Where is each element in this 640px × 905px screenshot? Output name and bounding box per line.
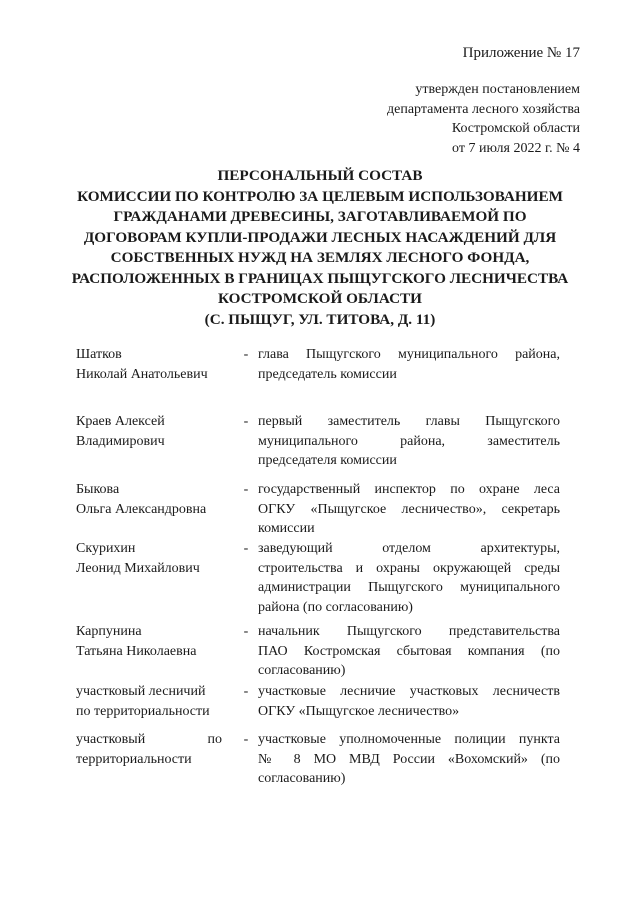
approval-line: департамента лесного хозяйства — [387, 101, 580, 117]
member-separator: - — [243, 347, 249, 362]
member-role: участковые лесничие участковых лесничеств ОГКУ «Пыщугское лесничество» — [258, 684, 560, 719]
member-role: участковые уполномоченные полиции пункта № 8 МО МВД России «Вохомский» (по согласованию) — [258, 732, 560, 786]
member-row — [76, 682, 560, 730]
member-role: государственный инспектор по охране леса ОГКУ «Пыщугское лесничество», секретарь комиссии — [258, 482, 560, 536]
title-line: КОМИССИИ ПО КОНТРОЛЮ ЗА ЦЕЛЕВЫМ ИСПОЛЬЗОВАНИЕМ — [77, 187, 563, 205]
member-row — [76, 480, 560, 539]
member-row — [76, 539, 560, 622]
member-name: участковый по территориальности — [76, 732, 222, 767]
member-name: участковый лесничий по территориальности — [76, 684, 210, 719]
member-role: начальник Пыщугского представительства ПАО Костромская сбытовая компания (по согласованию) — [258, 624, 560, 678]
member-separator: - — [243, 414, 249, 429]
document-title — [60, 166, 580, 330]
member-row — [76, 412, 560, 480]
title-line: ГРАЖДАНАМИ ДРЕВЕСИНЫ, ЗАГОТАВЛИВАЕМОЙ ПО — [113, 208, 527, 225]
member-separator: - — [243, 541, 249, 556]
approval-line: Костромской области — [451, 121, 580, 136]
approval-line: утвержден постановлением — [415, 82, 580, 97]
member-role: глава Пыщугского муниципального района, председатель комиссии — [258, 347, 560, 382]
member-role: первый заместитель главы Пыщугского муниципального района, заместитель председателя комиссии — [258, 414, 560, 468]
member-name: Краев Алексей Владимирович — [76, 414, 165, 449]
member-separator: - — [243, 732, 249, 747]
title-line: ДОГОВОРАМ КУПЛИ-ПРОДАЖИ ЛЕСНЫХ НАСАЖДЕНИЙ ДЛЯ — [83, 228, 557, 246]
member-name: Быкова Ольга Александровна — [76, 482, 207, 517]
approval-block — [387, 80, 580, 158]
member-separator: - — [243, 624, 249, 639]
member-name: Карпунина Татьяна Николаевна — [76, 624, 197, 659]
member-name: Шатков Николай Анатольевич — [76, 347, 208, 382]
member-separator: - — [243, 684, 249, 699]
member-row — [76, 622, 560, 682]
title-line: СОБСТВЕННЫХ НУЖД НА ЗЕМЛЯХ ЛЕСНОГО ФОНДА, — [110, 249, 530, 266]
member-name: Скурихин Леонид Михайлович — [76, 541, 200, 576]
title-line: ПЕРСОНАЛЬНЫЙ СОСТАВ — [217, 167, 423, 184]
members-list — [76, 345, 560, 790]
title-line: РАСПОЛОЖЕННЫХ В ГРАНИЦАХ ПЫЩУГСКОГО ЛЕСНИЧЕСТВА — [71, 269, 569, 287]
member-row — [76, 730, 560, 790]
name-word: по — [207, 732, 222, 747]
approval-line: от 7 июля 2022 г. № 4 — [452, 140, 580, 156]
name-word: участковый — [76, 732, 146, 747]
title-line: КОСТРОМСКОЙ ОБЛАСТИ — [217, 290, 422, 307]
appendix-label: Приложение № 17 — [462, 45, 580, 61]
member-separator: - — [243, 482, 249, 497]
title-line: (С. ПЫЩУГ, УЛ. ТИТОВА, Д. 11) — [204, 310, 436, 328]
member-role: заведующий отделом архитектуры, строительства и охраны окружающей среды администрации Пыщугского муниципального района (по согласованию) — [258, 541, 560, 615]
member-row — [76, 345, 560, 412]
